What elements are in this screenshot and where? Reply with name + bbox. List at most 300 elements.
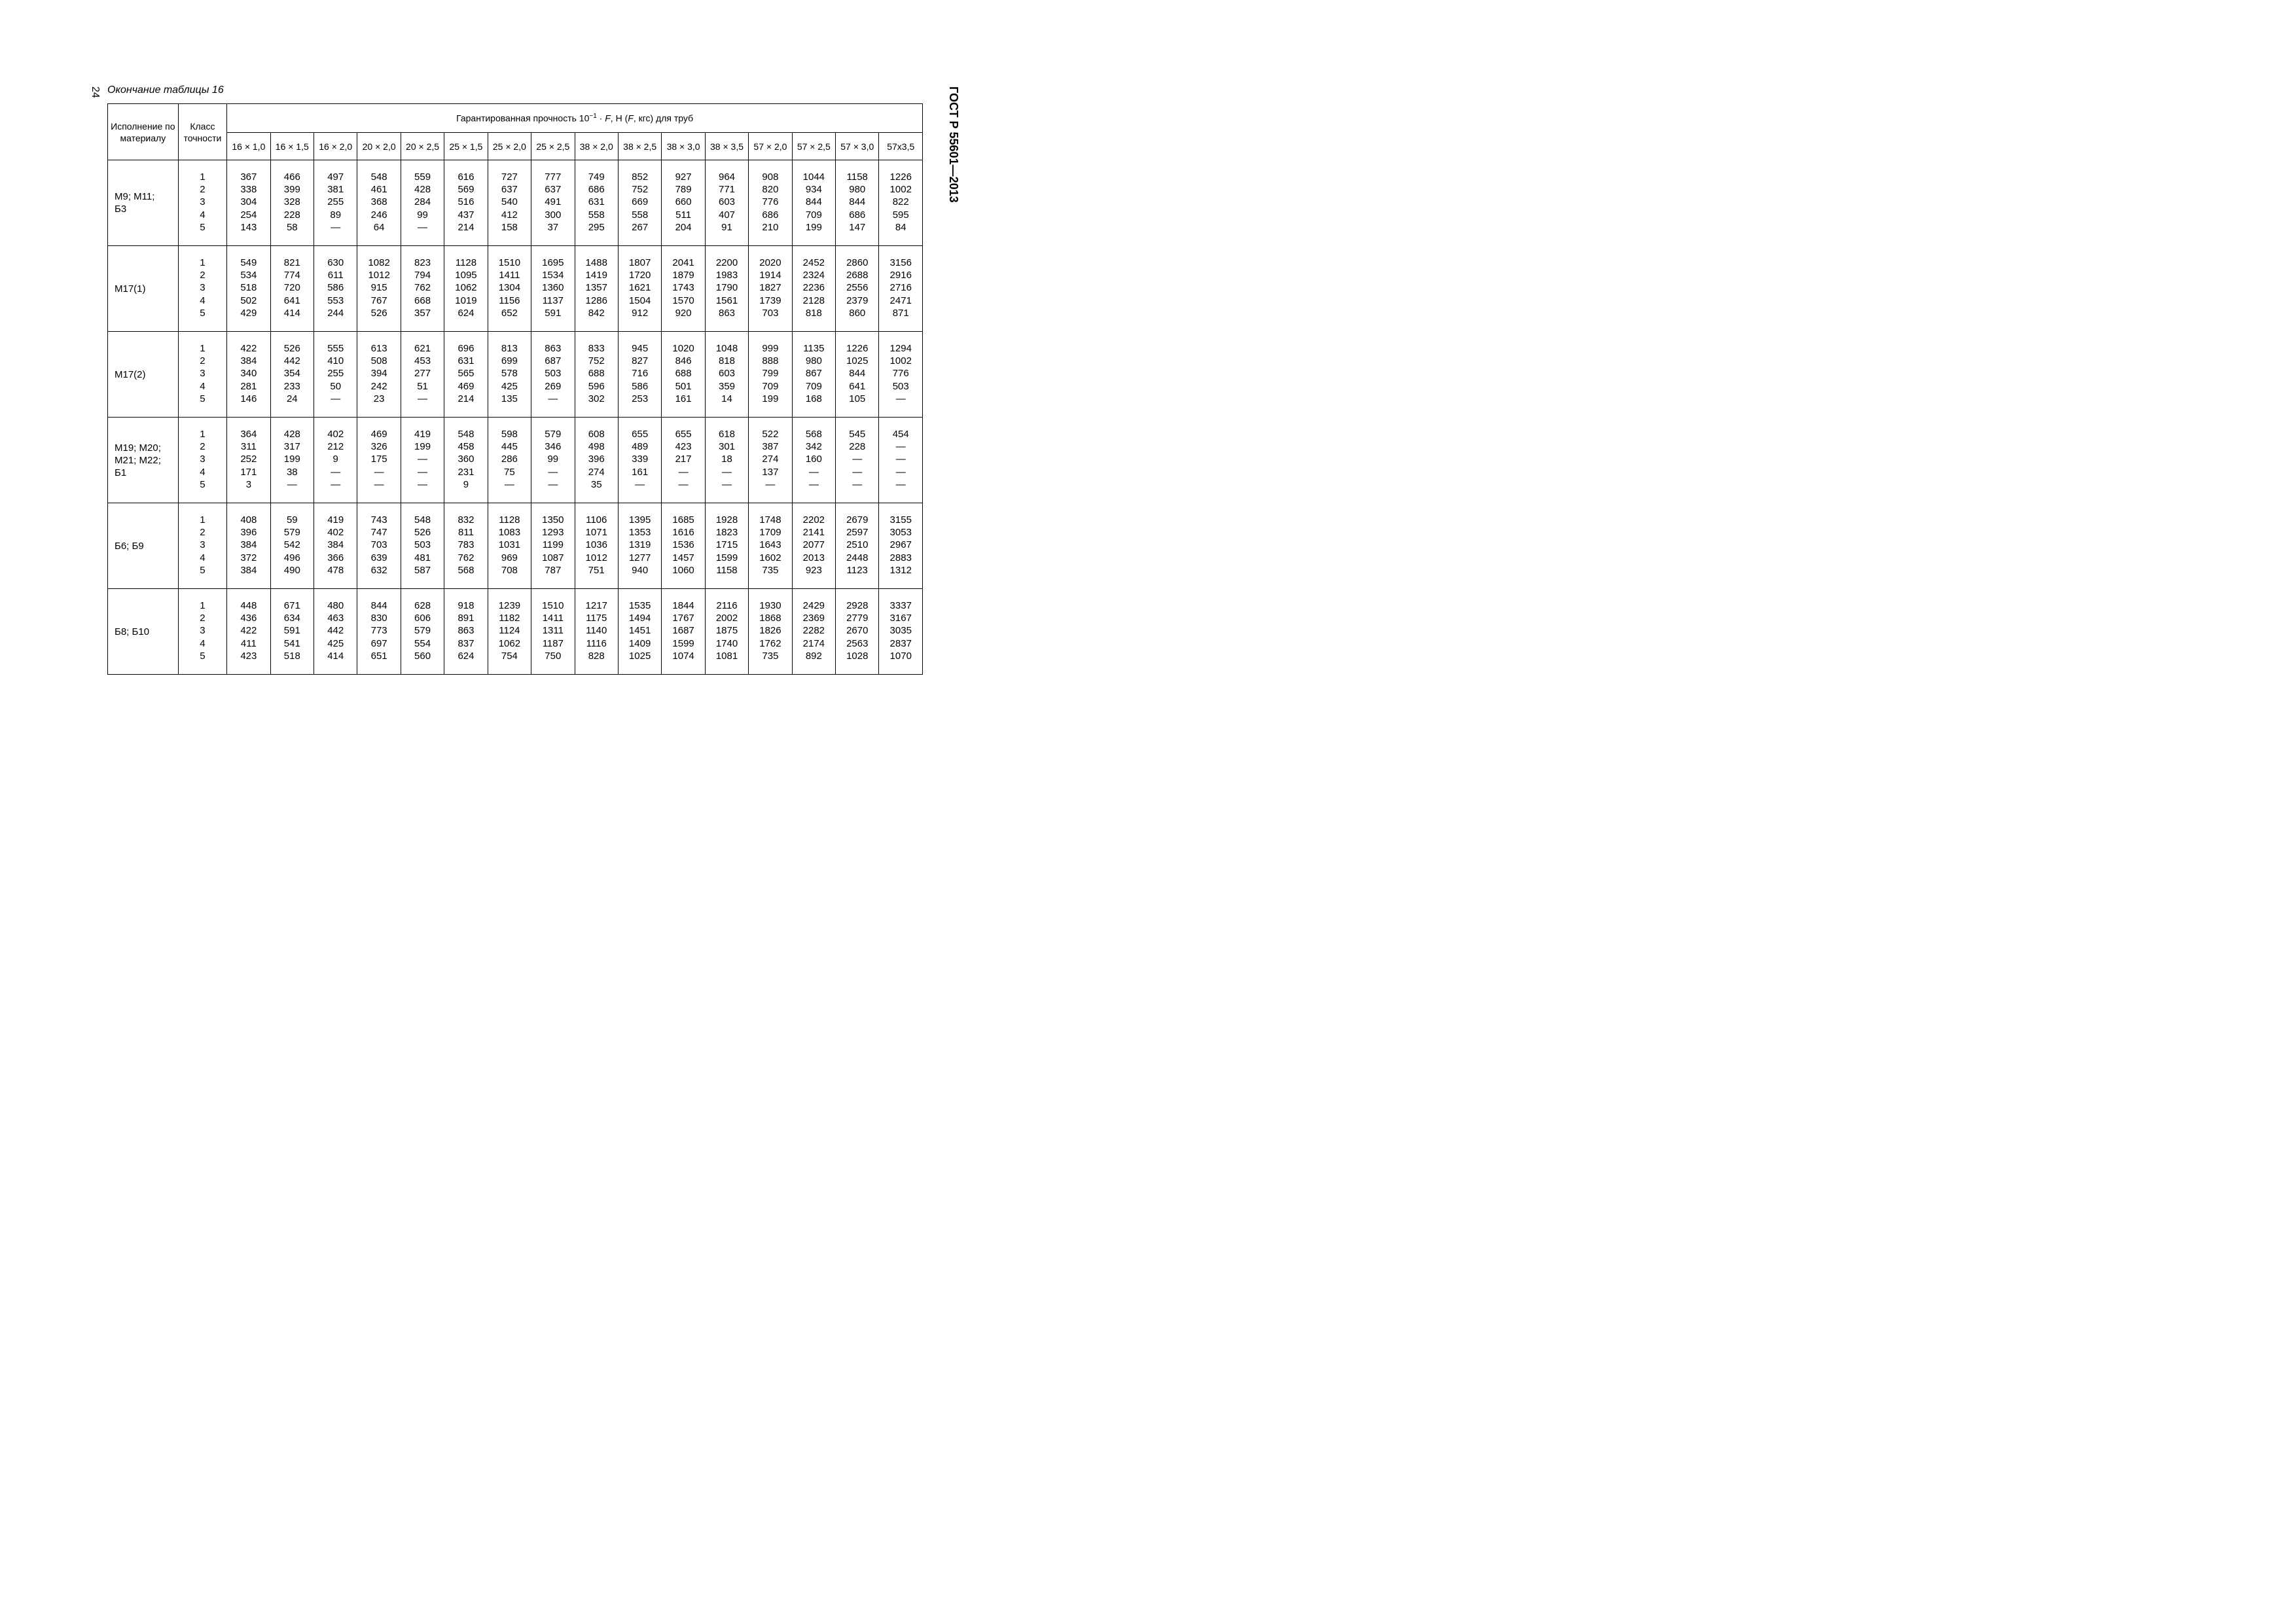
strength-value: 364 [240, 429, 257, 440]
strength-value: 548 [457, 429, 475, 440]
strength-value: 2200 [715, 257, 738, 268]
strength-value: 3155 [889, 514, 912, 526]
strength-value: 1286 [585, 294, 607, 306]
strength-value: — [765, 478, 776, 490]
strength-value: 445 [501, 441, 518, 453]
strength-value: 1002 [889, 184, 912, 196]
header-size: 38 × 2,0 [575, 133, 618, 160]
strength-value: 794 [414, 270, 431, 281]
strength-value: 565 [457, 368, 475, 380]
strength-value: 927 [675, 171, 692, 183]
strength-value: — [808, 466, 819, 478]
strength-value: 747 [370, 527, 387, 539]
strength-value: 339 [632, 454, 649, 465]
strength-value: 214 [457, 393, 475, 404]
strength-value: 161 [632, 466, 649, 478]
strength-value: 568 [457, 564, 475, 576]
strength-value: 579 [414, 625, 431, 637]
class-value: 2 [200, 527, 206, 539]
strength-value: 212 [327, 441, 344, 453]
strength-value: 1695 [542, 257, 564, 268]
strength-value: 1616 [672, 527, 694, 539]
strength-value: 368 [370, 196, 387, 208]
strength-value: 709 [762, 380, 779, 392]
strength-value: 147 [849, 221, 866, 233]
strength-cell [531, 589, 575, 675]
strength-value: — [418, 393, 428, 404]
strength-value: 1715 [715, 539, 738, 551]
strength-cell [792, 160, 835, 246]
strength-value: 274 [762, 454, 779, 465]
strength-value: 908 [762, 171, 779, 183]
strength-value: 1106 [586, 514, 607, 526]
strength-value: 503 [414, 539, 431, 551]
strength-value: 1790 [715, 282, 738, 294]
header-size: 57 × 3,0 [836, 133, 879, 160]
strength-value: 586 [327, 282, 344, 294]
strength-value: 281 [240, 380, 257, 392]
strength-value: 2670 [846, 625, 869, 637]
strength-value: 1827 [759, 282, 781, 294]
strength-value: 716 [632, 368, 649, 380]
strength-cell [444, 418, 488, 503]
strength-cell [705, 503, 748, 589]
strength-value: 387 [762, 441, 779, 453]
class-value: 3 [200, 625, 206, 637]
class-value: 5 [200, 478, 206, 490]
strength-value: 773 [370, 625, 387, 637]
strength-value: 776 [762, 196, 779, 208]
strength-cell [792, 589, 835, 675]
strength-value: 660 [675, 196, 692, 208]
strength-value: 422 [240, 343, 257, 354]
strength-value: 1071 [585, 527, 607, 539]
strength-cell [357, 246, 401, 332]
strength-value: 1087 [542, 552, 564, 563]
strength-cell [227, 332, 270, 418]
strength-cell [314, 246, 357, 332]
strength-cell [749, 246, 792, 332]
strength-value: 637 [501, 184, 518, 196]
strength-value: 1914 [759, 270, 781, 281]
strength-value: 606 [414, 613, 431, 624]
class-cell [178, 332, 226, 418]
strength-cell [618, 246, 661, 332]
strength-cell [270, 418, 314, 503]
strength-value: 1494 [628, 613, 651, 624]
strength-value: 481 [414, 552, 431, 563]
strength-value: 2716 [889, 282, 912, 294]
strength-value: 863 [545, 343, 562, 354]
strength-cell [401, 332, 444, 418]
strength-value: 568 [805, 429, 822, 440]
strength-value: 2510 [846, 539, 869, 551]
strength-value: 199 [805, 221, 822, 233]
strength-value: — [418, 466, 428, 478]
strength-value: 422 [240, 625, 257, 637]
strength-value: 384 [240, 355, 257, 367]
strength-value: — [678, 478, 689, 490]
strength-cell [662, 589, 705, 675]
strength-cell [618, 589, 661, 675]
strength-value: 412 [501, 209, 518, 221]
strength-value: 752 [588, 355, 605, 367]
strength-cell [749, 332, 792, 418]
class-value: 3 [200, 454, 206, 465]
strength-cell [705, 418, 748, 503]
strength-value: 436 [240, 613, 257, 624]
strength-value: 384 [327, 539, 344, 551]
strength-value: 1983 [715, 270, 738, 281]
strength-cell [227, 418, 270, 503]
strength-cell [314, 589, 357, 675]
strength-value: 160 [805, 454, 822, 465]
strength-value: 1930 [759, 600, 781, 611]
strength-cell [836, 418, 879, 503]
strength-value: 24 [286, 393, 298, 404]
strength-value: 84 [895, 221, 906, 233]
strength-cell [488, 246, 531, 332]
strength-cell [749, 589, 792, 675]
strength-cell [749, 418, 792, 503]
strength-value: 846 [675, 355, 692, 367]
strength-value: 2471 [889, 294, 912, 306]
strength-value: 354 [283, 368, 300, 380]
strength-value: 844 [849, 196, 866, 208]
strength-cell [575, 589, 618, 675]
strength-value: 703 [762, 307, 779, 319]
strength-value: 553 [327, 294, 344, 306]
strength-value: 526 [414, 527, 431, 539]
strength-value: 158 [501, 221, 518, 233]
material-line: Б3 [115, 204, 127, 215]
strength-value: 1599 [715, 552, 738, 563]
strength-value: 641 [849, 380, 866, 392]
strength-value: 833 [588, 343, 605, 354]
class-value: 5 [200, 564, 206, 576]
strength-cell [662, 503, 705, 589]
strength-value: 1643 [759, 539, 781, 551]
class-value: 4 [200, 637, 206, 649]
strength-value: 735 [762, 650, 779, 662]
strength-value: 603 [718, 196, 736, 208]
strength-cell [618, 503, 661, 589]
strength-cell [662, 246, 705, 332]
strength-value: 1312 [889, 564, 912, 576]
strength-cell [401, 246, 444, 332]
strength-value: 999 [762, 343, 779, 354]
strength-value: — [418, 478, 428, 490]
strength-value: 558 [632, 209, 649, 221]
material-cell [108, 160, 179, 246]
strength-value: 518 [283, 650, 300, 662]
strength-cell [879, 589, 923, 675]
strength-table [107, 103, 923, 675]
strength-value: 1536 [672, 539, 694, 551]
class-value: 4 [200, 209, 206, 221]
strength-value: 384 [240, 564, 257, 576]
strength-value: 252 [240, 454, 257, 465]
strength-value: 828 [588, 650, 605, 662]
class-value: 5 [200, 307, 206, 319]
class-value: 2 [200, 613, 206, 624]
strength-value: 89 [330, 209, 342, 221]
strength-value: 2688 [846, 270, 869, 281]
strength-value: 453 [414, 355, 431, 367]
strength-value: 411 [240, 637, 257, 649]
strength-value: — [418, 221, 428, 233]
class-value: 1 [200, 600, 206, 611]
strength-value: 2116 [716, 600, 738, 611]
strength-value: 1036 [585, 539, 607, 551]
strength-value: 555 [327, 343, 344, 354]
strength-value: 1294 [889, 343, 912, 354]
strength-cell [618, 332, 661, 418]
strength-value: 2916 [889, 270, 912, 281]
strength-value: 686 [588, 184, 605, 196]
strength-value: 534 [240, 270, 257, 281]
strength-value: 423 [675, 441, 692, 453]
strength-cell [270, 503, 314, 589]
strength-value: 799 [762, 368, 779, 380]
strength-value: 466 [283, 171, 300, 183]
strength-value: 402 [327, 429, 344, 440]
strength-cell [314, 332, 357, 418]
strength-value: 498 [588, 441, 605, 453]
strength-value: — [374, 466, 384, 478]
strength-cell [705, 160, 748, 246]
strength-cell [357, 589, 401, 675]
strength-value: 326 [370, 441, 387, 453]
strength-cell [531, 332, 575, 418]
table-row [108, 503, 923, 589]
strength-value: 18 [721, 454, 732, 465]
material-cell [108, 246, 179, 332]
strength-value: 750 [545, 650, 562, 662]
strength-value: 277 [414, 368, 431, 380]
strength-value: 38 [286, 466, 298, 478]
strength-value: 783 [457, 539, 475, 551]
strength-value: 708 [501, 564, 518, 576]
strength-value: 598 [501, 429, 518, 440]
strength-value: 1823 [715, 527, 738, 539]
strength-value: 304 [240, 196, 257, 208]
strength-value: — [418, 454, 428, 465]
strength-value: 616 [457, 171, 475, 183]
strength-value: 548 [370, 171, 387, 183]
strength-value: 286 [501, 454, 518, 465]
strength-value: — [331, 466, 341, 478]
class-value: 2 [200, 441, 206, 453]
strength-value: 1411 [542, 613, 564, 624]
strength-value: 940 [632, 564, 649, 576]
strength-value: 59 [286, 514, 298, 526]
strength-value: 554 [414, 637, 431, 649]
strength-value: 269 [545, 380, 562, 392]
strength-value: 419 [327, 514, 344, 526]
strength-value: 502 [240, 294, 257, 306]
material-line: Б8; Б10 [115, 626, 150, 637]
strength-value: 255 [327, 368, 344, 380]
strength-value: 491 [545, 196, 562, 208]
class-cell [178, 589, 226, 675]
strength-value: 37 [547, 221, 559, 233]
strength-value: 915 [370, 282, 387, 294]
strength-value: 1012 [368, 270, 390, 281]
strength-value: 1353 [628, 527, 651, 539]
strength-value: 641 [283, 294, 300, 306]
strength-value: 503 [892, 380, 909, 392]
strength-cell [531, 246, 575, 332]
strength-value: 2928 [846, 600, 869, 611]
strength-value: 171 [240, 466, 257, 478]
strength-value: 1928 [715, 514, 738, 526]
strength-value: 560 [414, 650, 431, 662]
strength-value: — [331, 221, 341, 233]
header-size: 16 × 2,0 [314, 133, 357, 160]
strength-value: 490 [283, 564, 300, 576]
strength-value: 1217 [585, 600, 607, 611]
strength-value: 918 [457, 600, 475, 611]
strength-value: 542 [283, 539, 300, 551]
strength-cell [662, 160, 705, 246]
strength-value: 1226 [889, 171, 912, 183]
strength-value: 1012 [585, 552, 607, 563]
strength-cell [357, 503, 401, 589]
strength-value: 611 [327, 270, 344, 281]
strength-cell [227, 589, 270, 675]
strength-value: 2563 [846, 637, 869, 649]
strength-value: 91 [721, 221, 732, 233]
strength-value: 99 [547, 454, 559, 465]
class-value: 4 [200, 294, 206, 306]
strength-cell [836, 589, 879, 675]
strength-value: 518 [240, 282, 257, 294]
table-row [108, 418, 923, 503]
strength-value: 469 [370, 429, 387, 440]
strength-value: 820 [762, 184, 779, 196]
strength-value: — [504, 478, 514, 490]
strength-value: 3337 [889, 600, 912, 611]
strength-value: 228 [849, 441, 866, 453]
strength-cell [618, 418, 661, 503]
header-size: 57х3,5 [879, 133, 923, 160]
strength-value: 501 [675, 380, 692, 392]
strength-value: 161 [675, 393, 692, 404]
strength-value: 1082 [368, 257, 390, 268]
strength-value: 2236 [802, 282, 825, 294]
strength-value: 1062 [498, 637, 521, 649]
strength-value: 1875 [715, 625, 738, 637]
strength-value: 1277 [628, 552, 651, 563]
table-header [108, 104, 923, 160]
strength-value: 284 [414, 196, 431, 208]
strength-value: 1156 [499, 294, 520, 306]
strength-value: 549 [240, 257, 257, 268]
strength-cell [792, 418, 835, 503]
strength-value: 743 [370, 514, 387, 526]
strength-value: 143 [240, 221, 257, 233]
strength-value: 317 [283, 441, 300, 453]
strength-value: 3053 [889, 527, 912, 539]
strength-value: 777 [545, 171, 562, 183]
strength-value: 767 [370, 294, 387, 306]
strength-value: 410 [327, 355, 344, 367]
strength-value: 608 [588, 429, 605, 440]
strength-value: 1868 [759, 613, 781, 624]
table-body [108, 160, 923, 675]
strength-value: 596 [588, 380, 605, 392]
strength-value: 2967 [889, 539, 912, 551]
strength-cell [444, 160, 488, 246]
strength-value: 628 [414, 600, 431, 611]
strength-value: 1062 [455, 282, 477, 294]
strength-value: 342 [805, 441, 822, 453]
strength-value: 1002 [889, 355, 912, 367]
strength-value: 64 [373, 221, 385, 233]
strength-value: 591 [283, 625, 300, 637]
strength-value: 429 [240, 307, 257, 319]
strength-value: 923 [805, 564, 822, 576]
strength-value: 419 [414, 429, 431, 440]
strength-value: 274 [588, 466, 605, 478]
strength-value: 2013 [802, 552, 825, 563]
strength-value: 199 [283, 454, 300, 465]
strength-value: 762 [414, 282, 431, 294]
strength-cell [662, 418, 705, 503]
strength-value: 703 [370, 539, 387, 551]
strength-value: 1020 [672, 343, 694, 354]
strength-value: 1123 [846, 564, 868, 576]
strength-value: 105 [849, 393, 866, 404]
strength-cell [401, 589, 444, 675]
class-value: 1 [200, 257, 206, 268]
strength-value: 837 [457, 637, 475, 649]
strength-value: 359 [718, 380, 736, 392]
class-cell [178, 503, 226, 589]
strength-value: 1311 [542, 625, 564, 637]
strength-value: 637 [545, 184, 562, 196]
strength-value: 1621 [628, 282, 651, 294]
class-value: 2 [200, 355, 206, 367]
strength-value: 35 [590, 478, 602, 490]
strength-value: 255 [327, 196, 344, 208]
strength-value: 727 [501, 171, 518, 183]
strength-value: 545 [849, 429, 866, 440]
strength-cell [227, 160, 270, 246]
strength-value: 569 [457, 184, 475, 196]
strength-value: 709 [805, 209, 822, 221]
table-row [108, 160, 923, 246]
strength-value: 980 [849, 184, 866, 196]
header-size: 16 × 1,5 [270, 133, 314, 160]
strength-value: — [635, 478, 645, 490]
strength-value: 655 [632, 429, 649, 440]
strength-value: 204 [675, 221, 692, 233]
strength-value: 1748 [759, 514, 781, 526]
header-size: 20 × 2,0 [357, 133, 401, 160]
strength-cell [227, 503, 270, 589]
strength-value: 945 [632, 343, 649, 354]
strength-value: 3156 [889, 257, 912, 268]
strength-value: 651 [370, 650, 387, 662]
strength-value: 217 [675, 454, 692, 465]
strength-value: 735 [762, 564, 779, 576]
strength-value: 423 [240, 650, 257, 662]
class-value: 4 [200, 552, 206, 563]
class-value: 2 [200, 184, 206, 196]
strength-value: 244 [327, 307, 344, 319]
